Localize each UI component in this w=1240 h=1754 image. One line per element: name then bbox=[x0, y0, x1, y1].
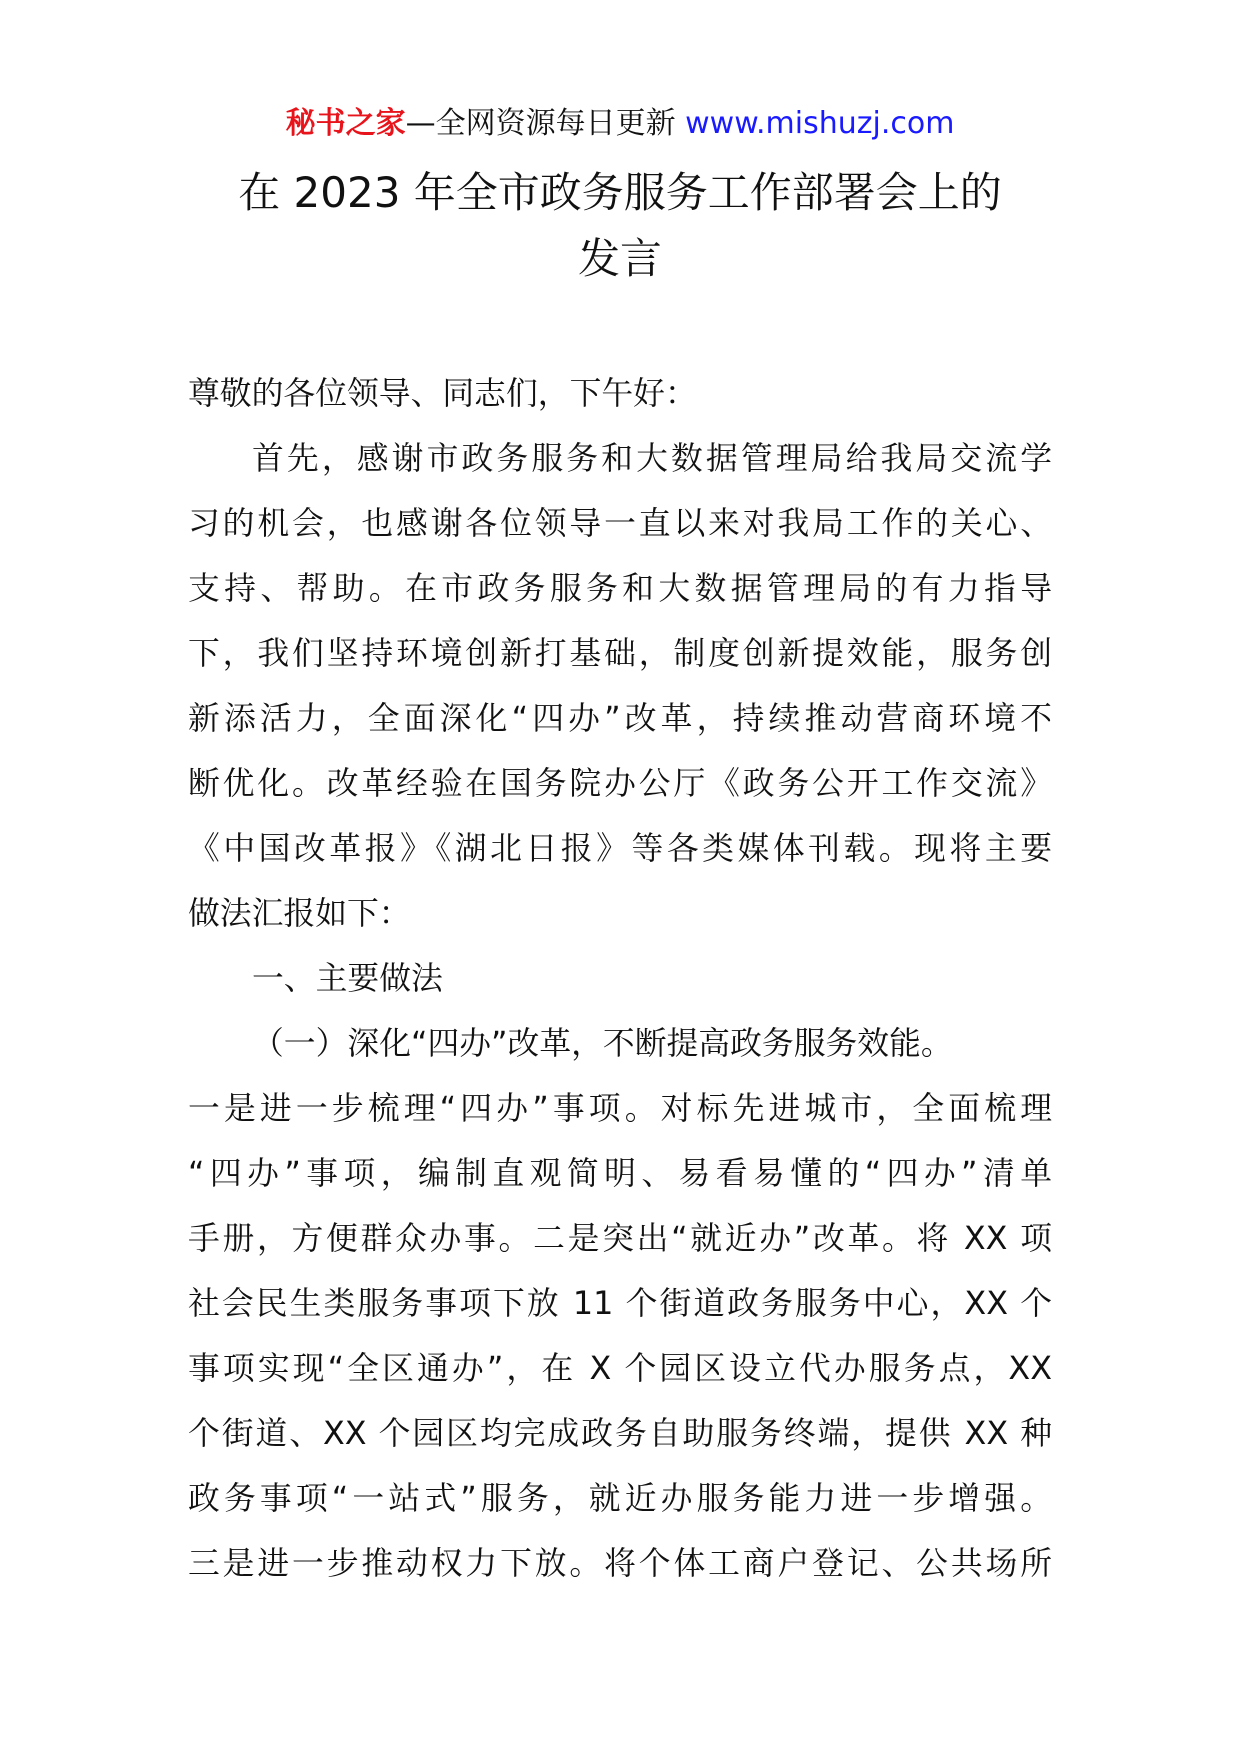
paragraph-line: 社会民生类服务事项下放 11 个街道政务服务中心，XX 个 bbox=[188, 1285, 1052, 1322]
paragraph-line: “四办”事项，编制直观简明、易看易懂的“四办”清单 bbox=[188, 1155, 1052, 1192]
salutation: 尊敬的各位领导、同志们，下午好： bbox=[188, 375, 697, 412]
paragraph-line: 手册，方便群众办事。二是突出“就近办”改革。将 XX 项 bbox=[188, 1220, 1052, 1257]
paragraph-line: 习的机会，也感谢各位领导一直以来对我局工作的关心、 bbox=[188, 505, 1052, 542]
brand-name: 秘书之家 bbox=[285, 106, 406, 141]
document-title bbox=[120, 160, 1120, 292]
title-line-1: 在 2023 年全市政务服务工作部署会上的 bbox=[238, 168, 1002, 217]
subsection-heading: （一）深化“四办”改革，不断提高政务服务效能。 bbox=[252, 1025, 953, 1062]
paragraph-line: 三是进一步推动权力下放。将个体工商户登记、公共场所 bbox=[188, 1545, 1052, 1582]
paragraph-line: 支持、帮助。在市政务服务和大数据管理局的有力指导 bbox=[188, 570, 1052, 607]
paragraph-line: 首先，感谢市政务服务和大数据管理局给我局交流学 bbox=[252, 440, 1052, 477]
document-body bbox=[188, 361, 1052, 1596]
paragraph-line: 做法汇报如下： bbox=[188, 895, 411, 932]
watermark-banner bbox=[0, 104, 1240, 144]
paragraph-line: 事项实现“全区通办”，在 X 个园区设立代办服务点，XX bbox=[188, 1350, 1052, 1387]
paragraph-line: 个街道、XX 个园区均完成政务自助服务终端，提供 XX 种 bbox=[188, 1415, 1052, 1452]
paragraph-line: 《中国改革报》《湖北日报》等各类媒体刊载。现将主要 bbox=[188, 830, 1052, 867]
paragraph-line: 一是进一步梳理“四办”事项。对标先进城市，全面梳理 bbox=[188, 1090, 1052, 1127]
paragraph-line: 新添活力，全面深化“四办”改革，持续推动营商环境不 bbox=[188, 700, 1052, 737]
section-heading: 一、主要做法 bbox=[252, 960, 443, 997]
banner-url: www.mishuzj.com bbox=[685, 106, 955, 141]
paragraph-line: 政务事项“一站式”服务，就近办服务能力进一步增强。 bbox=[188, 1480, 1052, 1517]
paragraph-line: 断优化。改革经验在国务院办公厅《政务公开工作交流》 bbox=[188, 765, 1052, 802]
paragraph-line: 下，我们坚持环境创新打基础，制度创新提效能，服务创 bbox=[188, 635, 1052, 672]
title-line-2: 发言 bbox=[577, 234, 662, 283]
banner-tagline: —全网资源每日更新 bbox=[405, 106, 686, 141]
